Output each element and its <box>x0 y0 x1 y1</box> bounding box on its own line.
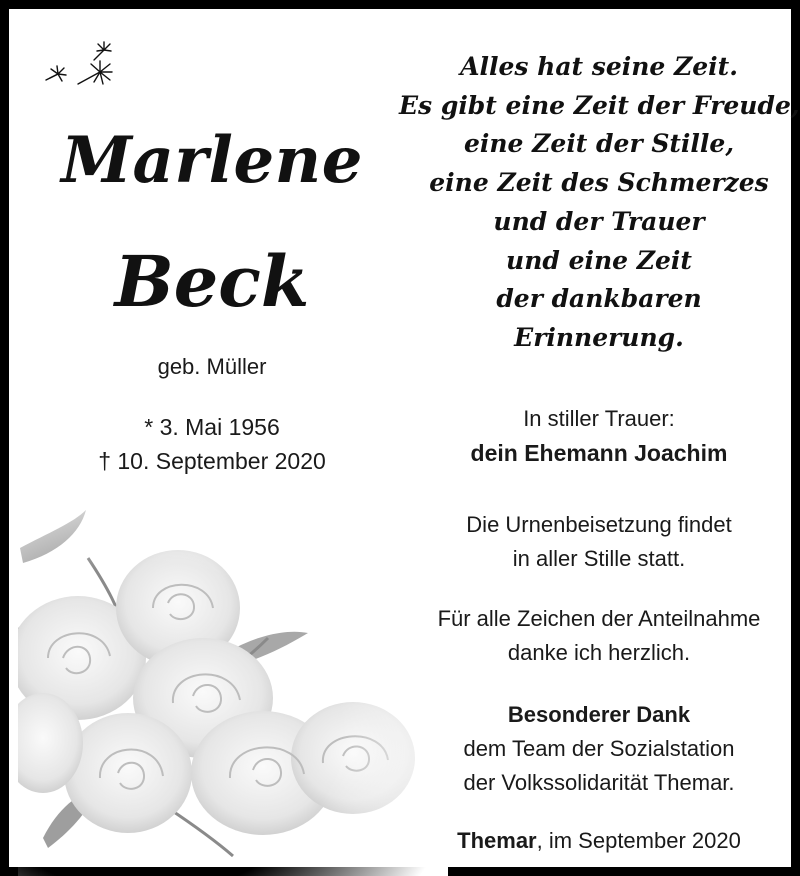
special-thanks-heading: Besonderer Dank <box>507 702 691 727</box>
deceased-first-name: Marlene <box>61 123 363 198</box>
poem-line: eine Zeit der Stille, <box>463 129 735 159</box>
place-date <box>399 824 799 858</box>
dandelion-seeds-icon <box>44 40 124 96</box>
mourners <box>399 402 799 470</box>
thanks-note <box>399 602 799 670</box>
poem-line: und der Trauer <box>493 206 705 236</box>
burial-note <box>399 508 799 576</box>
burial-note-line: Die Urnenbeisetzung findet <box>466 512 732 537</box>
birth-name: geb. Müller <box>157 354 267 379</box>
white-roses-illustration <box>18 508 448 876</box>
death-date: † 10. September 2020 <box>98 448 326 474</box>
burial-note-line: in aller Stille statt. <box>512 546 686 571</box>
right-column <box>399 18 799 876</box>
left-column <box>18 18 406 876</box>
poem-line: Alles hat seine Zeit. <box>460 52 738 81</box>
deceased-last-name: Beck <box>114 240 310 323</box>
birth-date: * 3. Mai 1956 <box>144 414 280 440</box>
poem-line: Es gibt eine Zeit der Freude, <box>399 90 800 120</box>
poem-line: und eine Zeit <box>506 245 692 275</box>
special-thanks-line: dem Team der Sozialstation <box>463 736 735 761</box>
date: , im September 2020 <box>536 828 741 853</box>
mourners-intro: In stiller Trauer: <box>523 406 675 431</box>
poem <box>399 48 799 358</box>
life-dates <box>18 410 406 478</box>
mourners-name: dein Ehemann Joachim <box>470 440 728 466</box>
special-thanks-line: der Volkssolidarität Themar. <box>463 770 735 795</box>
poem-line: Erinnerung. <box>514 322 684 352</box>
poem-line: eine Zeit des Schmerzes <box>429 168 769 198</box>
thanks-line: Für alle Zeichen der Anteilnahme <box>437 606 761 631</box>
place: Themar <box>457 828 537 853</box>
poem-line: der dankbaren <box>496 284 702 314</box>
thanks-line: danke ich herzlich. <box>507 640 691 665</box>
special-thanks <box>399 698 799 800</box>
